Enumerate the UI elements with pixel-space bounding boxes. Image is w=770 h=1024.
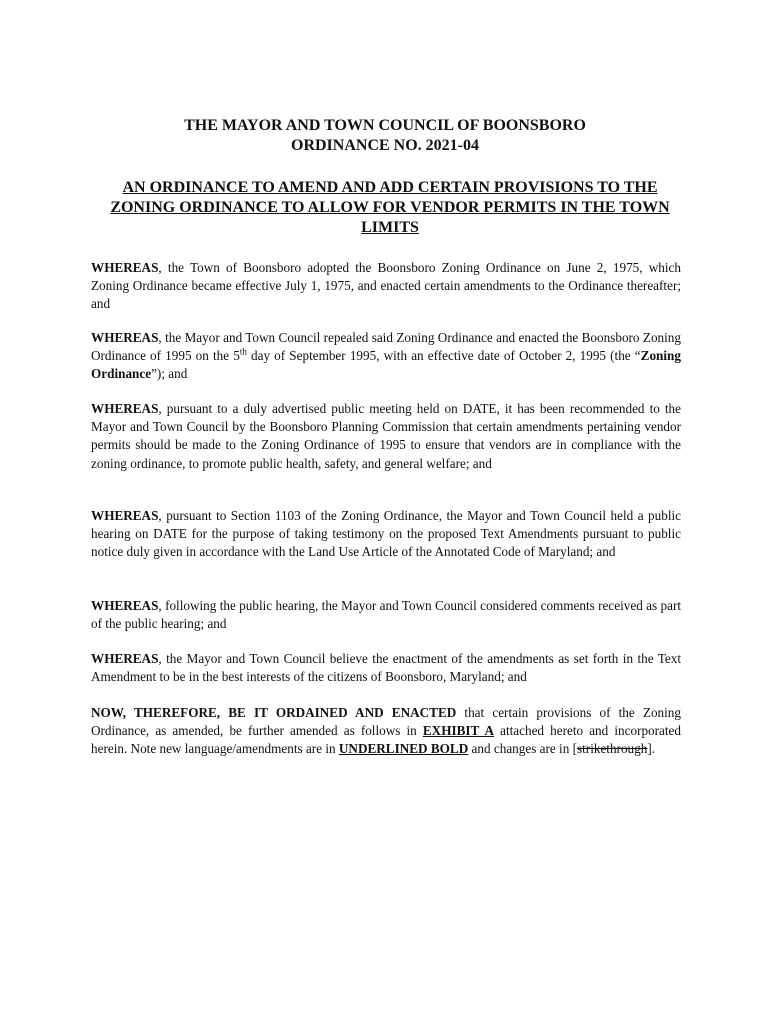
ordinance-title: AN ORDINANCE TO AMEND AND ADD CERTAIN PROVISIONS TO THE ZONING ORDINANCE TO ALLOW FOR VENDOR PERMITS IN THE TOWN LIMITS (110, 179, 670, 236)
paragraph-text: day of September 1995, with an effective date of October 2, 1995 (the “ (246, 348, 641, 364)
ordinal-suffix: th (239, 346, 247, 357)
paragraph-text: ]. (647, 741, 656, 757)
whereas-paragraph-4 (91, 507, 681, 562)
whereas-label: WHEREAS (91, 330, 159, 345)
paragraph-text: attached hereto and incorporated herein. Note new language/amendments are in (91, 723, 682, 757)
enactment-clause: NOW, THEREFORE, BE IT ORDAINED AND ENACTED (91, 705, 457, 720)
defined-term: Zoning Ordinance (91, 348, 681, 382)
whereas-paragraph-1 (91, 259, 681, 314)
paragraph-text: , the Mayor and Town Council believe the enactment of the amendments as set forth in the Text Amendment to be in the best interests of the citizens of Boonsboro, Maryland; and (91, 651, 681, 685)
paragraph-text: and changes are in [ (468, 741, 577, 757)
council-heading: THE MAYOR AND TOWN COUNCIL OF BOONSBORO (184, 117, 586, 134)
ordinance-number: ORDINANCE NO. 2021-04 (291, 137, 479, 154)
strikethrough-sample: strikethrough (577, 741, 648, 757)
whereas-paragraph-5 (91, 597, 681, 633)
whereas-label: WHEREAS (91, 598, 159, 613)
whereas-paragraph-6 (91, 650, 681, 686)
whereas-label: WHEREAS (91, 651, 159, 666)
paragraph-text: , pursuant to a duly advertised public meeting held on DATE, it has been recommended to the Mayor and Town Council by the Boonsboro Planning Commission that certain amendments pertaining vendor permits should be made to the Zoning Ordinance of 1995 to ensure that vendors are in compliance with the zoning ordinance, to promote public health, safety, and general welfare; and (91, 401, 681, 471)
paragraph-text: ”); and (151, 366, 188, 382)
paragraph-text: , the Town of Boonsboro adopted the Boonsboro Zoning Ordinance on June 2, 1975, which Zoning Ordinance became effective July 1, 1975, and enacted certain amendments to the Ordinance thereafter; and (91, 260, 681, 312)
whereas-label: WHEREAS (91, 260, 159, 275)
whereas-label: WHEREAS (91, 401, 159, 416)
paragraph-text: , following the public hearing, the Mayor and Town Council considered comments received as part of the public hearing; and (91, 598, 681, 632)
paragraph-text: , pursuant to Section 1103 of the Zoning Ordinance, the Mayor and Town Council held a public hearing on DATE for the purpose of taking testimony on the proposed Text Amendments pursuant to public notice duly given in accordance with the Land Use Article of the Annotated Code of Maryland; and (91, 508, 681, 560)
enactment-paragraph (91, 704, 681, 759)
whereas-paragraph-3 (91, 400, 681, 473)
whereas-label: WHEREAS (91, 508, 159, 523)
paragraph-text: that certain provisions of the Zoning Ordinance, as amended, be further amended as follows in (91, 705, 681, 739)
paragraph-text: , the Mayor and Town Council repealed said Zoning Ordinance and enacted the Boonsboro Zoning Ordinance of 1995 on the 5 (91, 330, 681, 364)
underlined-bold-sample: UNDERLINED BOLD (338, 741, 469, 757)
whereas-paragraph-2 (91, 329, 681, 384)
exhibit-reference: EXHIBIT A (422, 723, 494, 739)
